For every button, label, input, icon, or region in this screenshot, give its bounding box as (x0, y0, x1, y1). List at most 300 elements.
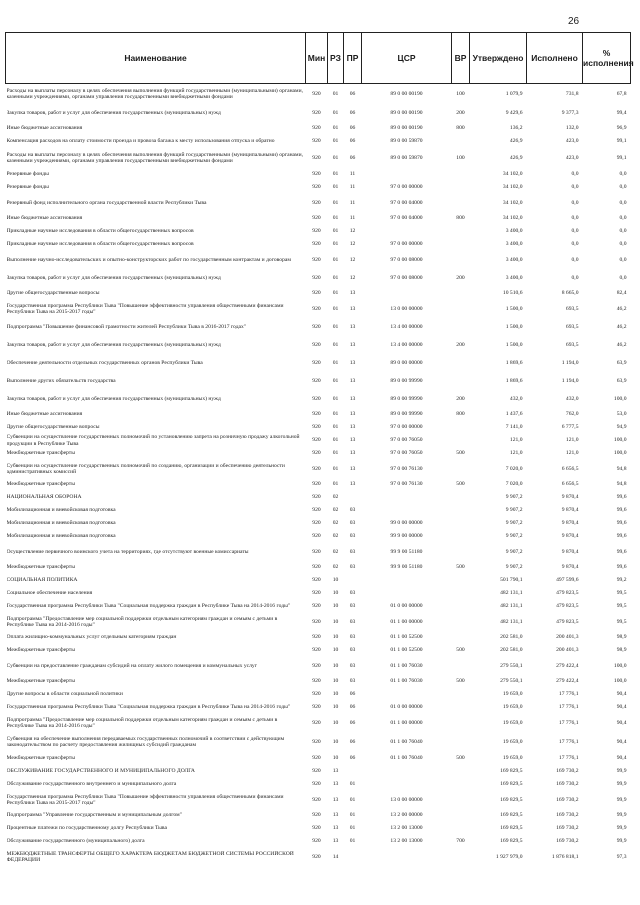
row-percent: 99,9 (616, 825, 627, 832)
row-percent: 0,0 (619, 171, 627, 178)
row-vr: 500 (456, 481, 465, 488)
row-name (6, 600, 306, 613)
row-rz: 10 (332, 662, 339, 669)
row-executed: 0,0 (571, 256, 579, 263)
row-pr: 11 (349, 199, 356, 206)
row-vr (452, 809, 470, 822)
row-min: 920 (312, 577, 321, 584)
row-vr (452, 848, 470, 866)
row-rz: 13 (332, 781, 339, 788)
row-rz: 01 (332, 411, 339, 418)
row-name (6, 181, 306, 194)
row-approved: 169 829,5 (500, 796, 523, 803)
row-csr: 01 1 00 52500 (390, 647, 423, 654)
table-row (6, 752, 631, 765)
row-rz: 01 (332, 305, 339, 312)
row-name-text: СОЦИАЛЬНАЯ ПОЛИТИКА (6, 577, 78, 584)
row-executed: 0,0 (571, 184, 579, 191)
row-vr: 100 (456, 90, 465, 97)
row-min: 920 (312, 691, 321, 698)
row-csr (362, 778, 452, 791)
row-approved: 19 659,0 (502, 719, 523, 726)
row-rz: 01 (332, 154, 339, 161)
row-name-text: ОБСЛУЖИВАНИЕ ГОСУДАРСТВЕННОГО И МУНИЦИПАЛЬНОГО ДОЛГА (6, 768, 195, 775)
row-min: 920 (312, 520, 321, 527)
row-approved: 482 131,1 (500, 590, 523, 597)
table-row (6, 644, 631, 657)
row-pr: 03 (349, 603, 356, 610)
row-rz: 13 (332, 825, 339, 832)
row-min: 920 (312, 618, 321, 625)
row-pr: 03 (349, 662, 356, 669)
row-vr (452, 587, 470, 600)
row-rz: 01 (332, 125, 339, 132)
row-pr: 13 (349, 290, 356, 297)
row-approved: 169 829,5 (500, 838, 523, 845)
row-min: 920 (312, 341, 321, 348)
row-pr (344, 491, 362, 504)
row-approved: 1 869,6 (505, 359, 523, 366)
row-name-text: Межбюджетные трансферты (6, 678, 75, 685)
row-vr (452, 238, 470, 251)
row-name-text: Иные бюджетные ассигнования (6, 215, 83, 222)
row-name-text: Межбюджетные трансферты (6, 647, 75, 654)
row-percent: 99,6 (616, 564, 627, 571)
row-csr: 99 0 00 00000 (390, 520, 423, 527)
row-min: 920 (312, 533, 321, 540)
header-executed: Исполнено (527, 33, 583, 84)
row-min: 920 (312, 138, 321, 145)
row-vr: 500 (456, 678, 465, 685)
row-rz: 13 (332, 812, 339, 819)
row-executed: 169 730,2 (556, 838, 579, 845)
row-name-text: Иные бюджетные ассигнования (6, 411, 83, 418)
row-min: 920 (312, 450, 321, 457)
row-approved: 7 020,0 (505, 465, 523, 472)
row-approved: 169 829,5 (500, 812, 523, 819)
row-csr: 13 2 00 00000 (390, 812, 423, 819)
row-percent: 99,5 (616, 603, 627, 610)
row-name (6, 765, 306, 778)
row-percent: 99,5 (616, 618, 627, 625)
row-rz: 01 (332, 341, 339, 348)
row-approved: 3 400,0 (505, 228, 523, 235)
row-percent: 99,9 (616, 838, 627, 845)
row-csr: 97 0 00 04000 (390, 199, 423, 206)
row-approved: 1 500,0 (505, 323, 523, 330)
row-csr: 01 1 00 76030 (390, 678, 423, 685)
table-row (6, 778, 631, 791)
row-approved: 7 020,0 (505, 481, 523, 488)
row-rz: 01 (332, 481, 339, 488)
table-row (6, 688, 631, 701)
row-vr: 200 (456, 274, 465, 281)
row-min: 920 (312, 481, 321, 488)
row-percent: 99,2 (616, 577, 627, 584)
row-min: 920 (312, 548, 321, 555)
row-percent: 0,0 (619, 184, 627, 191)
header-min: Мин (306, 33, 328, 84)
row-csr (362, 574, 452, 587)
row-name (6, 835, 306, 848)
row-name (6, 300, 306, 318)
row-percent: 46,2 (616, 305, 627, 312)
row-pr: 06 (349, 704, 356, 711)
row-rz: 02 (332, 494, 339, 501)
row-name-text: Субвенция на обеспечение выполнения передаваемых государственных полномочий в соответствии с действующим законодательством по расчету предоставления жилищных субсидий гражданам (6, 735, 285, 748)
row-approved: 10 510,6 (502, 290, 523, 297)
row-rz: 02 (332, 520, 339, 527)
table-row (6, 701, 631, 714)
row-percent: 0,0 (619, 228, 627, 235)
row-name-text: Государственная программа Республики Тыва "Повышение эффективности управления общественными финансами Республики Тыва на 2015-2017 годы" (6, 793, 284, 806)
row-name (6, 269, 306, 287)
table-row (6, 447, 631, 460)
table-row (6, 122, 631, 135)
row-executed: 279 422,4 (556, 678, 579, 685)
row-pr: 03 (349, 548, 356, 555)
row-vr (452, 701, 470, 714)
row-approved: 426,9 (509, 154, 523, 161)
row-name (6, 530, 306, 543)
row-rz: 13 (332, 796, 339, 803)
row-min: 920 (312, 781, 321, 788)
row-approved: 169 829,5 (500, 768, 523, 775)
row-executed: 693,5 (565, 323, 579, 330)
row-approved: 1 500,0 (505, 305, 523, 312)
row-name (6, 752, 306, 765)
row-vr (452, 318, 470, 336)
row-approved: 1 869,6 (505, 377, 523, 384)
table-row (6, 657, 631, 675)
row-approved: 9 907,2 (505, 564, 523, 571)
row-min: 920 (312, 90, 321, 97)
row-percent: 99,4 (616, 109, 627, 116)
row-pr: 01 (349, 781, 356, 788)
row-executed: 169 730,2 (556, 796, 579, 803)
row-executed: 0,0 (571, 241, 579, 248)
table-row (6, 460, 631, 478)
row-name-text: Государственная программа Республики Тыва "Социальная поддержка граждан в Республике Тыва на 2014-2016 годы" (6, 603, 291, 610)
row-executed: 169 730,2 (556, 812, 579, 819)
row-name-text: Прикладные научные исследования в области общегосударственных вопросов (6, 241, 194, 248)
row-csr: 01 1 00 52500 (390, 634, 423, 641)
row-name (6, 491, 306, 504)
row-vr (452, 251, 470, 269)
row-csr: 89 0 00 00190 (390, 125, 423, 132)
row-executed: 9 870,4 (561, 494, 579, 501)
row-name (6, 848, 306, 866)
row-name-text: Подпрограмма "Предоставление мер социальной поддержки отдельным категориям граждан и семьям с детьми в Республике Тыва на 2014-2016 годы" (6, 615, 278, 628)
table-row (6, 168, 631, 181)
row-csr: 01 0 00 00000 (390, 603, 423, 610)
row-rz: 01 (332, 359, 339, 366)
row-name (6, 287, 306, 300)
row-min: 920 (312, 154, 321, 161)
table-row (6, 434, 631, 447)
table-row (6, 104, 631, 122)
row-vr (452, 732, 470, 752)
row-min: 920 (312, 228, 321, 235)
row-pr: 03 (349, 634, 356, 641)
row-pr: 13 (349, 395, 356, 402)
row-vr (452, 714, 470, 732)
row-percent: 100,0 (613, 450, 627, 457)
row-percent: 99,9 (616, 781, 627, 788)
row-name (6, 408, 306, 421)
row-percent: 99,9 (616, 812, 627, 819)
row-name-text: Межбюджетные трансферты (6, 755, 75, 762)
row-name-text: Обслуживание государственного внутреннего и муниципального долга (6, 781, 177, 788)
row-vr (452, 421, 470, 434)
header-vr: ВР (452, 33, 470, 84)
row-rz: 10 (332, 678, 339, 685)
row-percent: 0,0 (619, 256, 627, 263)
row-min: 920 (312, 305, 321, 312)
row-pr: 01 (349, 838, 356, 845)
row-rz: 01 (332, 377, 339, 384)
row-pr: 13 (349, 341, 356, 348)
row-name (6, 809, 306, 822)
row-rz: 10 (332, 634, 339, 641)
row-name (6, 135, 306, 148)
table-row (6, 714, 631, 732)
row-approved: 34 102,0 (502, 184, 523, 191)
row-executed: 169 730,2 (556, 781, 579, 788)
row-pr: 03 (349, 590, 356, 597)
row-vr: 200 (456, 341, 465, 348)
row-name (6, 148, 306, 168)
table-row (6, 238, 631, 251)
row-percent: 90,4 (616, 719, 627, 726)
table-row (6, 251, 631, 269)
row-vr: 800 (456, 125, 465, 132)
row-executed: 1 194,0 (561, 377, 579, 384)
row-min: 920 (312, 838, 321, 845)
row-name (6, 613, 306, 631)
row-vr (452, 657, 470, 675)
row-percent: 53,0 (616, 411, 627, 418)
table-row (6, 354, 631, 372)
row-vr (452, 434, 470, 447)
row-min: 920 (312, 719, 321, 726)
row-percent: 94,8 (616, 465, 627, 472)
row-pr: 12 (349, 241, 356, 248)
row-percent: 63,9 (616, 377, 627, 384)
row-approved: 121,0 (509, 437, 523, 444)
table-row (6, 148, 631, 168)
table-row (6, 835, 631, 848)
row-executed: 17 776,1 (558, 704, 579, 711)
row-min: 920 (312, 395, 321, 402)
row-csr: 97 0 00 00000 (390, 241, 423, 248)
row-approved: 9 907,2 (505, 533, 523, 540)
row-executed: 423,0 (565, 154, 579, 161)
row-pr: 13 (349, 450, 356, 457)
row-name-text: Резервный фонд исполнительного органа государственной власти Республики Тыва (6, 199, 207, 206)
row-percent: 82,4 (616, 290, 627, 297)
row-csr: 01 1 00 76040 (390, 738, 423, 745)
row-pr: 03 (349, 678, 356, 685)
row-pr: 03 (349, 647, 356, 654)
row-rz: 14 (332, 853, 339, 860)
table-row (6, 300, 631, 318)
row-percent: 99,6 (616, 533, 627, 540)
row-executed: 423,0 (565, 138, 579, 145)
row-approved: 34 102,0 (502, 215, 523, 222)
row-min: 920 (312, 564, 321, 571)
row-min: 920 (312, 825, 321, 832)
row-vr: 800 (456, 411, 465, 418)
row-csr (362, 765, 452, 778)
row-pr: 13 (349, 481, 356, 488)
row-rz: 02 (332, 564, 339, 571)
row-pr: 12 (349, 228, 356, 235)
row-min: 920 (312, 768, 321, 775)
row-approved: 3 400,0 (505, 241, 523, 248)
row-csr: 13 0 00 00000 (390, 305, 423, 312)
row-vr (452, 300, 470, 318)
row-executed: 6 656,5 (561, 481, 579, 488)
row-csr (362, 168, 452, 181)
row-executed: 479 823,5 (556, 603, 579, 610)
row-approved: 279 550,1 (500, 678, 523, 685)
row-vr (452, 181, 470, 194)
row-min: 920 (312, 109, 321, 116)
table-row (6, 212, 631, 225)
row-approved: 121,0 (509, 450, 523, 457)
row-name (6, 631, 306, 644)
row-csr (362, 848, 452, 866)
row-min: 920 (312, 647, 321, 654)
table-row (6, 225, 631, 238)
row-executed: 9 870,4 (561, 548, 579, 555)
row-executed: 6 656,5 (561, 465, 579, 472)
row-approved: 136,2 (509, 125, 523, 132)
row-approved: 34 102,0 (502, 199, 523, 206)
row-executed: 0,0 (571, 171, 579, 178)
table-row (6, 530, 631, 543)
row-csr: 89 0 00 99990 (390, 377, 423, 384)
row-approved: 279 550,1 (500, 662, 523, 669)
row-name (6, 251, 306, 269)
row-vr: 500 (456, 647, 465, 654)
row-pr (344, 848, 362, 866)
row-percent: 94,8 (616, 481, 627, 488)
row-min: 920 (312, 812, 321, 819)
row-name (6, 238, 306, 251)
row-csr (362, 287, 452, 300)
row-rz: 13 (332, 838, 339, 845)
row-name (6, 390, 306, 408)
row-percent: 99,6 (616, 520, 627, 527)
table-row (6, 421, 631, 434)
row-vr: 200 (456, 109, 465, 116)
row-name (6, 212, 306, 225)
row-pr: 03 (349, 618, 356, 625)
row-percent: 0,0 (619, 199, 627, 206)
row-percent: 97,3 (616, 853, 627, 860)
row-min: 920 (312, 199, 321, 206)
row-csr: 99 9 00 51180 (390, 548, 423, 555)
row-pr: 03 (349, 564, 356, 571)
row-pr: 13 (349, 411, 356, 418)
row-executed: 0,0 (571, 199, 579, 206)
row-min: 920 (312, 465, 321, 472)
row-pr: 06 (349, 125, 356, 132)
row-name (6, 447, 306, 460)
row-vr (452, 225, 470, 238)
row-rz: 01 (332, 465, 339, 472)
table-row (6, 287, 631, 300)
row-name-text: МЕЖБЮДЖЕТНЫЕ ТРАНСФЕРТЫ ОБЩЕГО ХАРАКТЕРА БЮДЖЕТАМ БЮДЖЕТНОЙ СИСТЕМЫ РОССИЙСКОЙ ФЕДЕРАЦИИ (6, 850, 294, 863)
row-pr: 12 (349, 274, 356, 281)
row-vr (452, 688, 470, 701)
table-row (6, 600, 631, 613)
row-csr: 97 0 00 76130 (390, 465, 423, 472)
row-rz: 13 (332, 768, 339, 775)
row-name (6, 434, 306, 447)
row-name-text: Субвенции на осуществление государственных полномочий по установлению запрета на розничную продажу алкогольной продукции в Республике Тыва (6, 434, 300, 447)
row-name-text: Закупка товаров, работ и услуг для обеспечения государственных (муниципальных) нужд (6, 341, 221, 348)
row-executed: 121,0 (565, 450, 579, 457)
row-name-text: Закупка товаров, работ и услуг для обеспечения государственных (муниципальных) нужд (6, 274, 221, 281)
row-percent: 0,0 (619, 215, 627, 222)
row-name-text: Социальное обеспечение населения (6, 590, 93, 597)
row-min: 920 (312, 411, 321, 418)
row-vr (452, 631, 470, 644)
row-name (6, 194, 306, 212)
row-csr: 13 2 00 13000 (390, 825, 423, 832)
row-csr: 89 0 00 59870 (390, 138, 423, 145)
row-name-text: Выполнение других обязательств государства (6, 377, 116, 384)
row-pr: 13 (349, 424, 356, 431)
row-approved: 1 079,9 (505, 90, 523, 97)
row-pr: 11 (349, 215, 356, 222)
row-percent: 99,9 (616, 796, 627, 803)
row-executed: 132,0 (565, 125, 579, 132)
row-min: 920 (312, 678, 321, 685)
row-csr (362, 688, 452, 701)
row-name (6, 421, 306, 434)
row-csr (362, 587, 452, 600)
row-name-text: Межбюджетные трансферты (6, 481, 75, 488)
row-csr: 01 1 00 00000 (390, 618, 423, 625)
row-executed: 731,8 (565, 90, 579, 97)
row-name-text: Государственная программа Республики Тыва "Повышение эффективности управления общественными финансами Республики Тыва на 2015-2017 годы" (6, 302, 284, 315)
row-pr: 13 (349, 359, 356, 366)
row-executed: 279 422,4 (556, 662, 579, 669)
row-csr: 89 0 00 00000 (390, 359, 423, 366)
row-csr: 97 0 00 76050 (390, 437, 423, 444)
row-percent: 99,9 (616, 768, 627, 775)
row-approved: 9 907,2 (505, 507, 523, 514)
table-row (6, 478, 631, 491)
row-name (6, 104, 306, 122)
row-approved: 19 659,0 (502, 755, 523, 762)
table-row (6, 543, 631, 561)
row-name-text: Процентные платежи по государственному долгу Республики Тыва (6, 825, 167, 832)
row-rz: 10 (332, 590, 339, 597)
table-row (6, 732, 631, 752)
row-executed: 6 777,5 (561, 424, 579, 431)
table-row (6, 269, 631, 287)
row-csr: 13 4 00 00000 (390, 323, 423, 330)
row-min: 920 (312, 274, 321, 281)
row-approved: 169 829,5 (500, 825, 523, 832)
table-row (6, 631, 631, 644)
row-name-text: Оплата жилищно-коммунальных услуг отдельным категориям граждан (6, 634, 177, 641)
